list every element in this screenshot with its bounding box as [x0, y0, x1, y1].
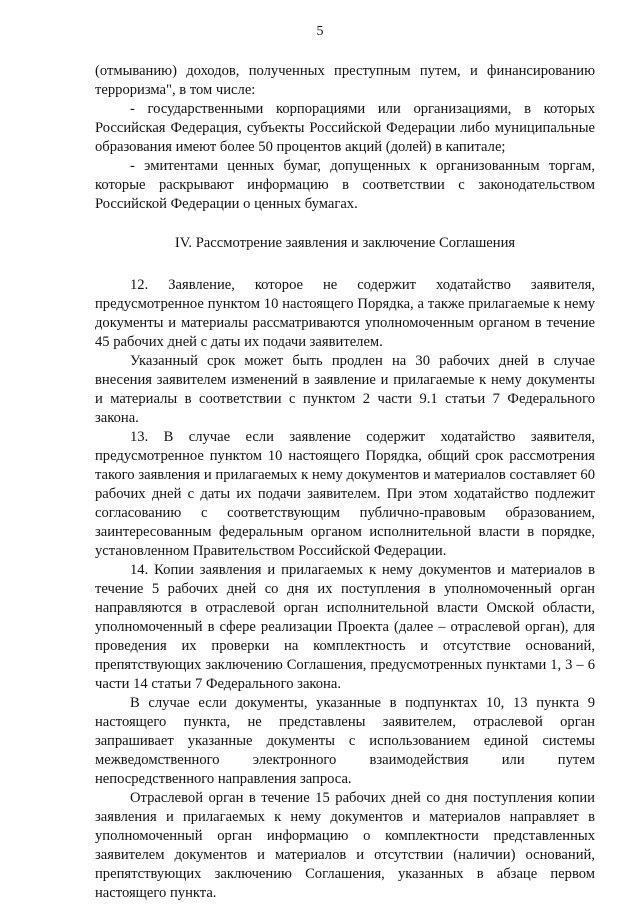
document-body	[95, 62, 595, 903]
clause-12-extension: Указанный срок может быть продлен на 30 рабочих дней в случае внесения заявителем изменений в заявление и прилагаемые к нему документы и материалы в соответствии с пунктом 2 части 9.1 статьи 7 Федерального закона.	[95, 353, 595, 426]
section-heading: IV. Рассмотрение заявления и заключение Соглашения	[174, 235, 516, 251]
paragraph-continuation: (отмыванию) доходов, полученных преступным путем, и финансированию терроризма", в том числе:	[95, 63, 595, 98]
clause-12: 12. Заявление, которое не содержит ходатайство заявителя, предусмотренное пунктом 10 настоящего Порядка, а также прилагаемые к нему документы и материалы рассматриваются уполномоченным органом в течение 45 рабочих дней с даты их подачи заявителем.	[95, 277, 595, 350]
page-number: 5	[316, 24, 324, 39]
list-item-state-corporations: - государственными корпорациями или организациями, в которых Российская Федерация, субъекты Российской Федерации либо муниципальные образования имеют более 50 процентов акций (долей) в капитале;	[95, 101, 595, 155]
clause-14: 14. Копии заявления и прилагаемых к нему документов и материалов в течение 5 рабочих дней со дня их поступления в уполномоченный орган направляются в отраслевой орган исполнительной власти Омской области, уполномоченный в сфере реализации Проекта (далее – отраслевой орган), для проведения их проверки на комплектность и отсутствие оснований, препятствующих заключению Соглашения, предусмотренных пунктами 1, 3 – 6 части 14 статьи 7 Федерального закона.	[95, 562, 595, 692]
clause-13: 13. В случае если заявление содержит ходатайство заявителя, предусмотренное пунктом 10 настоящего Порядка, общий срок рассмотрения такого заявления и прилагаемых к нему документов и материалов составляет 60 рабочих дней с даты их подачи заявителем. При этом ходатайство подлежит согласованию с соответствующим публично-правовым образованием, заинтересованным федеральным органом исполнительной власти в порядке, установленном Правительством Российской Федерации.	[95, 429, 595, 559]
clause-14-sector-body: Отраслевой орган в течение 15 рабочих дней со дня поступления копии заявления и прилагаемых к нему документов и материалов направляет в уполномоченный орган информацию о комплектности представленных заявителем документов и материалов и отсутствии (наличии) оснований, препятствующих заключению Соглашения, указанных в абзаце первом настоящего пункта.	[95, 790, 595, 901]
list-item-securities-issuers: - эмитентами ценных бумаг, допущенных к организованным торгам, которые раскрывают информацию в соответствии с законодательством Российской Федерации о ценных бумагах.	[95, 158, 595, 212]
clause-14-documents-request: В случае если документы, указанные в подпунктах 10, 13 пункта 9 настоящего пункта, не представлены заявителем, отраслевой орган запрашивает указанные документы с использованием единой системы межведомственного электронного взаимодействия или путем непосредственного направления запроса.	[95, 695, 595, 787]
